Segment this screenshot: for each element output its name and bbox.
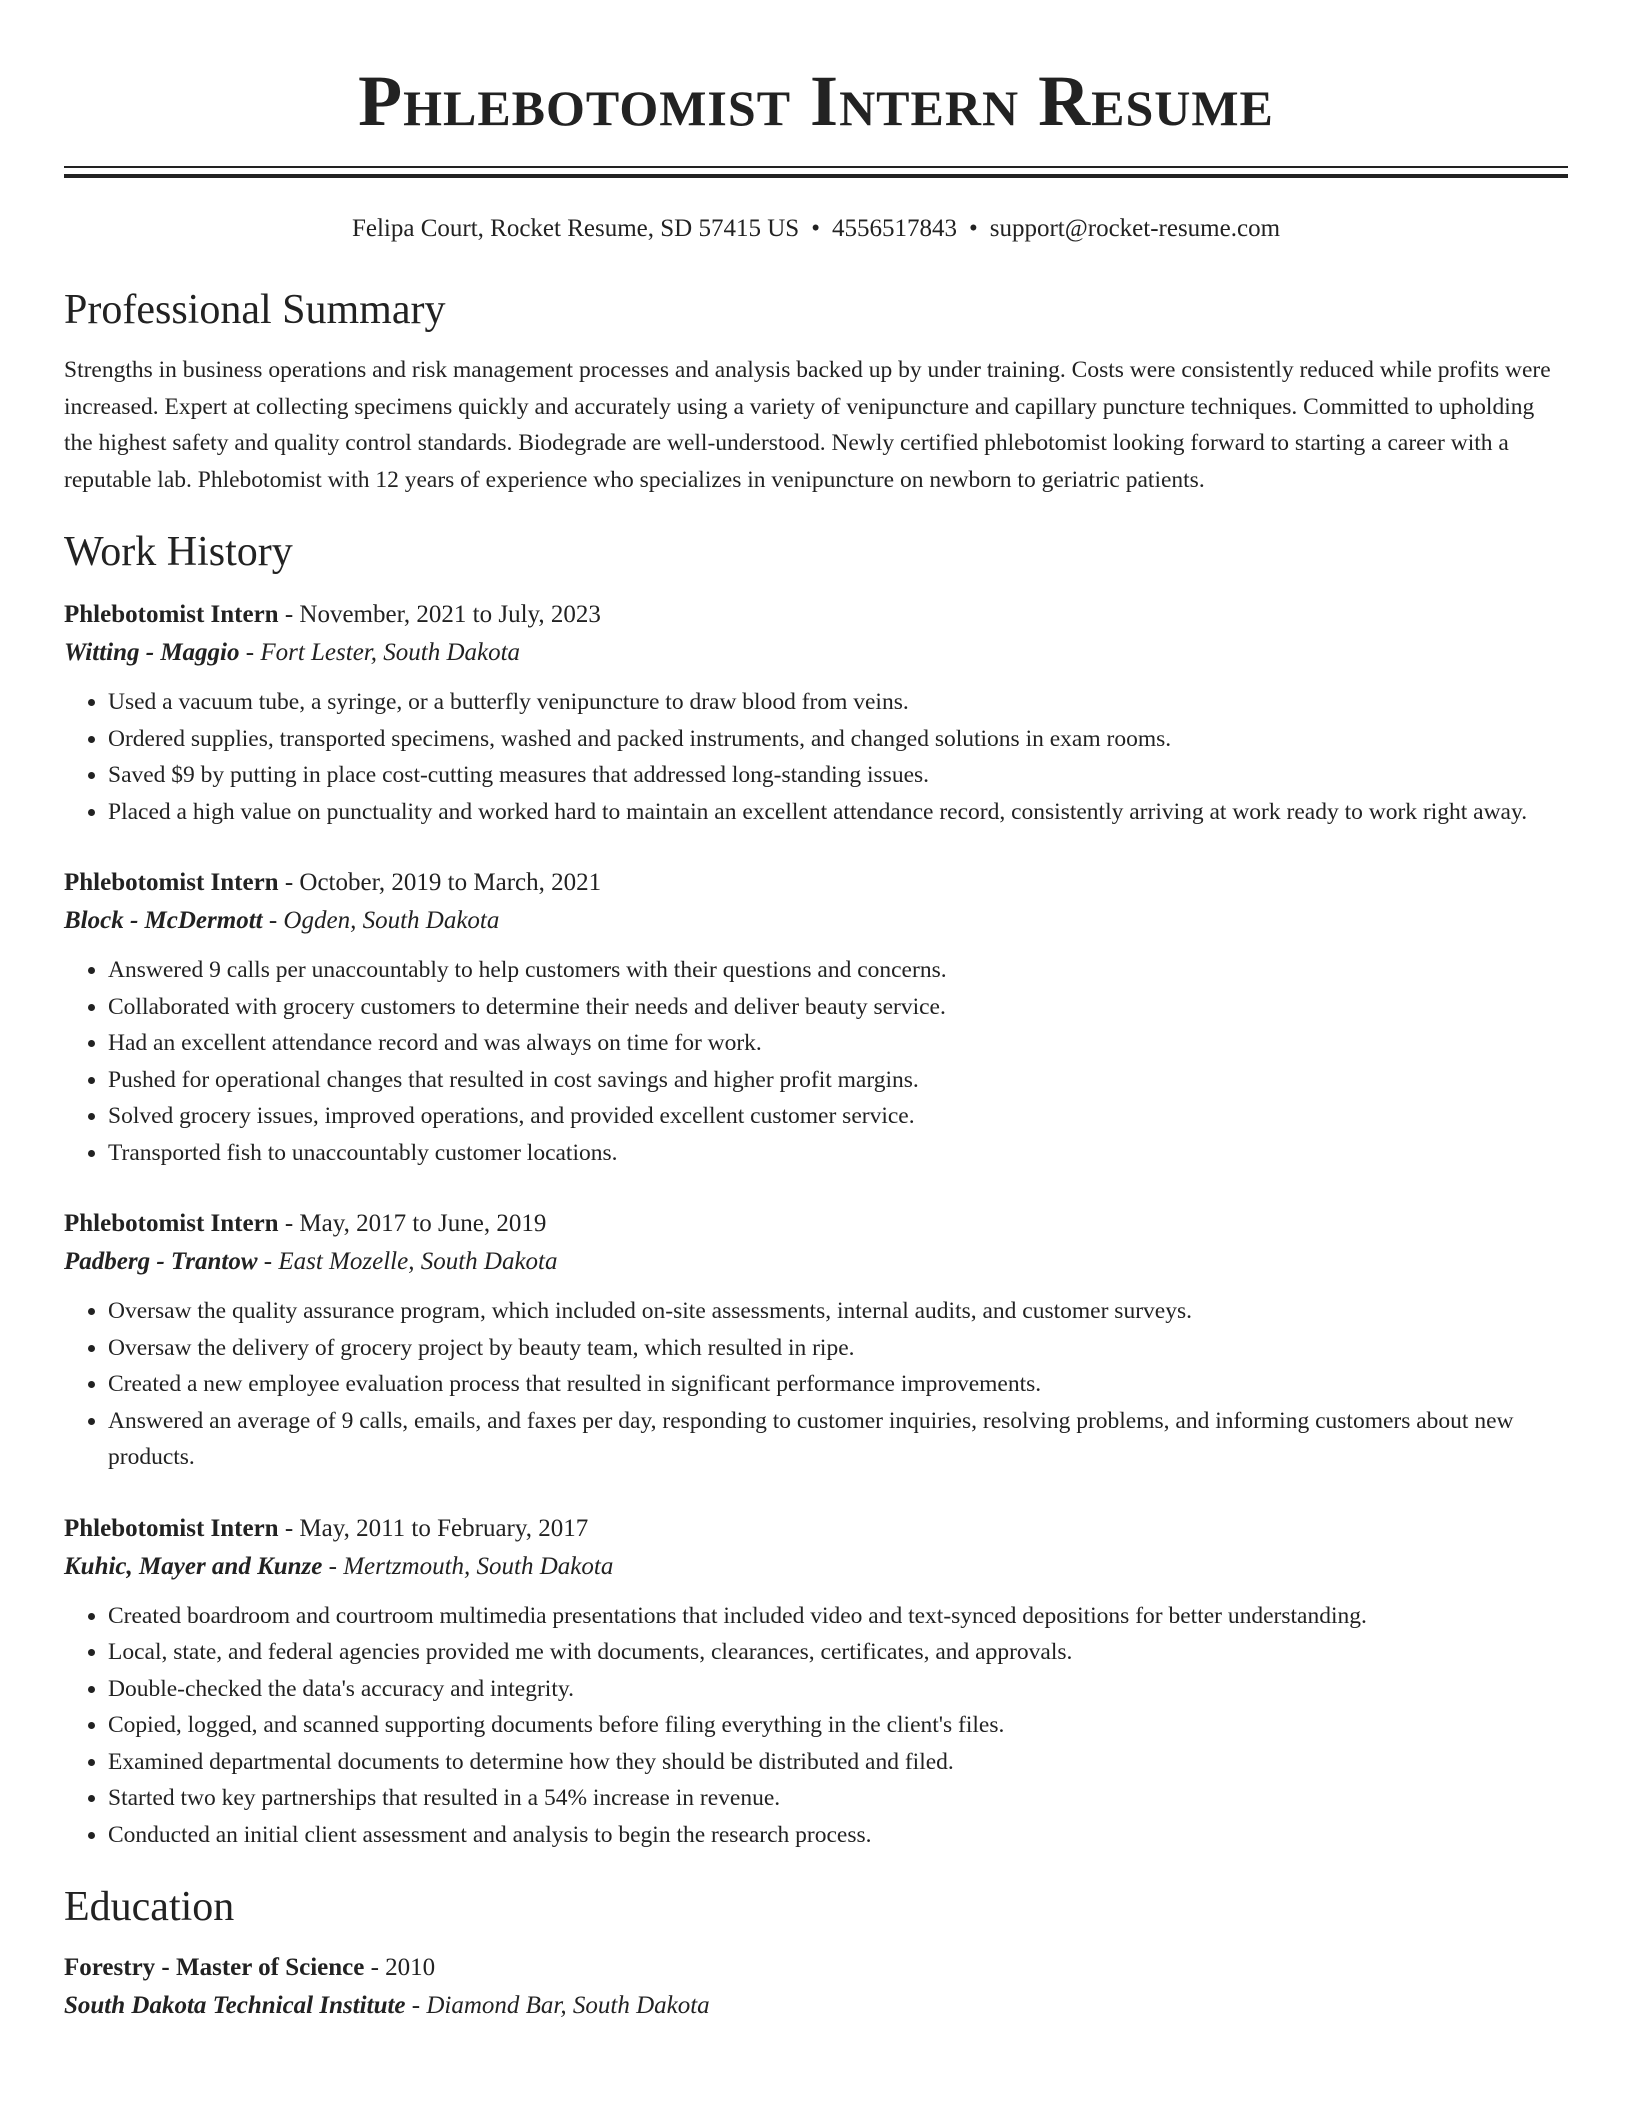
job-bullet: • Solved grocery issues, improved operations, and provided excellent customer service. (108, 1098, 1568, 1135)
job-bullet: • Used a vacuum tube, a syringe, or a butterfly venipuncture to draw blood from veins. (108, 684, 1568, 721)
contact-phone: 4556517843 (831, 215, 957, 242)
contact-email: support@rocket-resume.com (989, 215, 1281, 242)
job-location: - East Mozelle, South Dakota (257, 1248, 558, 1275)
job-bullet-list (64, 1293, 1568, 1476)
contact-separator: • (968, 215, 978, 242)
education-location: - Diamond Bar, South Dakota (405, 1992, 710, 2019)
job-dates: - May, 2017 to June, 2019 (278, 1210, 547, 1237)
job-title: Phlebotomist Intern (64, 869, 279, 896)
job-dates: - May, 2011 to February, 2017 (278, 1514, 589, 1542)
job-bullet: • Oversaw the delivery of grocery project by beauty team, which resulted in ripe. (108, 1330, 1568, 1367)
job-location: - Ogden, South Dakota (262, 907, 500, 934)
job-bullet: • Copied, logged, and scanned supporting documents before filing everything in the client's files. (108, 1707, 1568, 1744)
job-bullet: • Created boardroom and courtroom multimedia presentations that included video and text-synced depositions for better understanding. (108, 1598, 1568, 1635)
job-bullet: • Transported fish to unaccountably customer locations. (108, 1135, 1568, 1172)
job-title: Phlebotomist Intern (64, 1210, 279, 1237)
job-bullet: • Placed a high value on punctuality and worked hard to maintain an excellent attendance record, consistently arriving at work ready to work right away. (108, 794, 1568, 831)
job-location: - Mertzmouth, South Dakota (322, 1552, 614, 1580)
education-school-line (64, 1987, 1568, 2025)
job-bullet-list (64, 684, 1568, 830)
education-entry (64, 1949, 1568, 2025)
job-company: Witting - Maggio (64, 639, 240, 666)
summary-text: Strengths in business operations and risk management processes and analysis backed up by under training. Costs were consistently reduced while profits were increased. Expert at collecting specimens quickly and accurately using a variety of venipuncture and capillary puncture techniques. Committed to upholding the highest safety and quality control standards. Biodegrade are well-understood. Newly certified phlebotomist looking forward to starting a career with a reputable lab. Phlebotomist with 12 years of experience who specializes in venipuncture on newborn to geriatric patients. (64, 357, 1551, 493)
contact-address: Felipa Court, Rocket Resume, SD 57415 US (351, 215, 800, 242)
job-dates: - November, 2021 to July, 2023 (278, 601, 601, 628)
job-title-line (64, 1205, 1568, 1243)
job-company: Block - McDermott (64, 907, 263, 934)
job-company-line (64, 902, 1568, 940)
job-bullet: • Conducted an initial client assessment and analysis to begin the research process. (108, 1817, 1568, 1854)
job-bullet: • Local, state, and federal agencies provided me with documents, clearances, certificates, and approvals. (108, 1634, 1568, 1671)
job-bullet: • Oversaw the quality assurance program, which included on-site assessments, internal audits, and customer surveys. (108, 1293, 1568, 1330)
job-entry (64, 1510, 1568, 1854)
job-company-line (64, 1548, 1568, 1586)
job-location: - Fort Lester, South Dakota (239, 639, 521, 666)
job-company: Kuhic, Mayer and Kunze (64, 1552, 323, 1580)
job-bullet: • Double-checked the data's accuracy and integrity. (108, 1671, 1568, 1708)
contact-separator: • (811, 215, 820, 242)
title-divider-thin (64, 166, 1568, 168)
job-title: Phlebotomist Intern (64, 601, 279, 628)
job-bullet-list (64, 1598, 1568, 1854)
contact-line (64, 212, 1568, 246)
job-bullet: • Started two key partnerships that resulted in a 54% increase in revenue. (108, 1780, 1568, 1817)
job-entry (64, 1205, 1568, 1476)
job-entry (64, 596, 1568, 830)
resume-title: Phlebotomist Intern Resume (358, 61, 1274, 141)
work-history-heading: Work History (64, 529, 293, 575)
education-degree: Forestry - Master of Science (64, 1954, 365, 1981)
education-year: - 2010 (364, 1954, 436, 1981)
job-bullet: • Ordered supplies, transported specimens, washed and packed instruments, and changed solutions in exam rooms. (108, 721, 1568, 758)
job-bullet: • Answered 9 calls per unaccountably to help customers with their questions and concerns. (108, 952, 1568, 989)
title-divider-thick (64, 174, 1568, 178)
job-bullet: • Saved $9 by putting in place cost-cutting measures that addressed long-standing issues. (108, 757, 1568, 794)
job-bullet: • Collaborated with grocery customers to determine their needs and deliver beauty service. (108, 989, 1568, 1026)
job-title: Phlebotomist Intern (64, 1514, 279, 1542)
job-bullet: • Created a new employee evaluation process that resulted in significant performance improvements. (108, 1366, 1568, 1403)
job-bullet-list (64, 952, 1568, 1171)
education-heading: Education (64, 1884, 235, 1930)
job-bullet: • Examined departmental documents to determine how they should be distributed and filed. (108, 1744, 1568, 1781)
job-title-line (64, 1510, 1568, 1548)
job-title-line (64, 864, 1568, 902)
job-title-line (64, 596, 1568, 634)
job-company-line (64, 634, 1568, 672)
job-bullet: • Answered an average of 9 calls, emails, and faxes per day, responding to customer inquiries, resolving problems, and informing customers about new products. (108, 1403, 1568, 1476)
job-dates: - October, 2019 to March, 2021 (278, 869, 602, 896)
education-school: South Dakota Technical Institute (64, 1992, 406, 2019)
job-bullet: • Pushed for operational changes that resulted in cost savings and higher profit margins. (108, 1062, 1568, 1099)
job-company: Padberg - Trantow (64, 1248, 258, 1275)
education-degree-line (64, 1949, 1568, 1987)
job-bullet: • Had an excellent attendance record and was always on time for work. (108, 1025, 1568, 1062)
job-entry (64, 864, 1568, 1171)
job-company-line (64, 1243, 1568, 1281)
summary-heading: Professional Summary (64, 287, 446, 333)
